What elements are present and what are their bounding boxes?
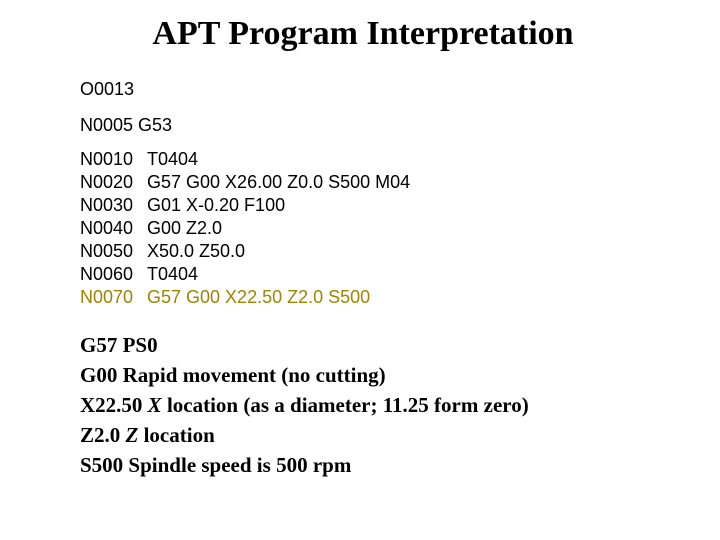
block-code: T0404 [147,149,199,169]
explanation-line: S500 Spindle speed is 500 rpm [80,453,352,477]
program-blocks [80,148,410,309]
explanation-axis: X [147,393,162,417]
block-code: G01 X-0.20 F100 [147,195,286,215]
program-line [80,194,410,217]
block-number: N0070 [80,287,134,307]
block-code: G57 G00 X22.50 Z2.0 S500 [147,287,371,307]
program-line [80,148,410,171]
block-number: N0020 [80,172,134,192]
block-number: N0010 [80,149,134,169]
program-line-highlighted [80,286,410,309]
block-code: G57 G00 X26.00 Z0.0 S500 M04 [147,172,411,192]
block-code: G00 Z2.0 [147,218,223,238]
program-line [80,240,410,263]
block-number: N0060 [80,264,134,284]
first-block: N0005 G53 [80,115,173,135]
explanation-line: G00 Rapid movement (no cutting) [80,363,386,387]
program-line [80,171,410,194]
explanation-line: G57 PS0 [80,333,158,357]
program-number: O0013 [80,79,135,99]
program-line [80,263,410,286]
explanation-text: Z2.0 [80,423,126,447]
explanation-line [80,420,529,450]
explanation-line [80,390,529,420]
block-number: N0050 [80,241,134,261]
explanation-text: X22.50 [80,393,148,417]
page-title: APT Program Interpretation [152,15,574,52]
block-number: N0040 [80,218,134,238]
block-code: X50.0 Z50.0 [147,241,246,261]
explanation-axis: Z [125,423,139,447]
program-line [80,217,410,240]
explanation-text: location (as a diameter; 11.25 form zero) [161,393,529,417]
explanation [80,330,529,480]
block-number: N0030 [80,195,134,215]
block-code: T0404 [147,264,199,284]
explanation-text: location [138,423,215,447]
